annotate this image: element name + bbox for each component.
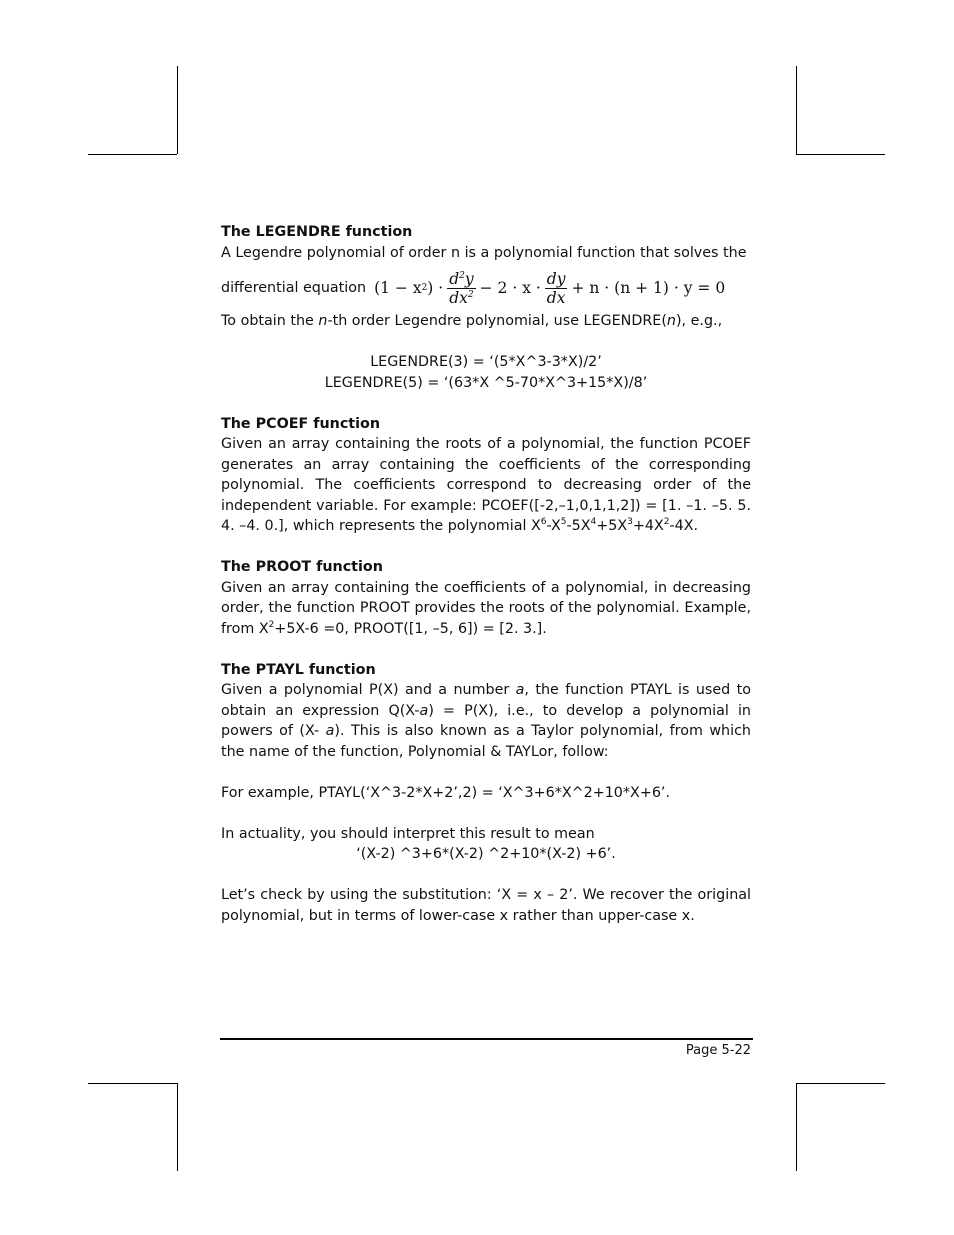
legendre-heading: The LEGENDRE function — [221, 224, 413, 240]
crop-mark — [796, 154, 885, 155]
proot-heading: The PROOT function — [221, 559, 383, 575]
pcoef-heading: The PCOEF function — [221, 415, 381, 432]
ptayl-substitution-note: Let’s check by using the substitution: ‘X = x – 2’. We recover the original polynomial, but in terms of lower-case x rather than upper-case x. — [221, 887, 751, 924]
legendre-intro: A Legendre polynomial of order n is a polynomial function that solves the — [221, 244, 747, 261]
differential-equation — [221, 265, 751, 311]
page-content — [221, 222, 751, 926]
proot-description: Given an array containing the coefficients of a polynomial, in decreasing order, the function PROOT provides the roots of the polynomial. Example, from $X^2+5X-6 =0$, PROOT([1, –5, 6]) = [2. 3.]. — [221, 579, 751, 637]
ptayl-example: For example, PTAYL(‘X^3-2*X+2’,2) = ‘X^3+6*X^2+10*X+6’. — [221, 784, 671, 801]
first-derivative-fraction: $\frac{dy}{dx}$ — [546, 269, 566, 307]
legendre-equation: (1 − x 2 ) · $\frac{d^2y}{dx^2}$ − 2 · x · $\frac{dy}{dx}$ + n · (n + 1) · y = 0 — [374, 269, 726, 307]
crop-mark — [88, 1083, 177, 1084]
crop-mark — [796, 1083, 797, 1171]
ptayl-heading: The PTAYL function — [221, 661, 376, 678]
ptayl-expression: ‘(X-2) ^3+6*(X-2) ^2+10*(X-2) +6’. — [356, 846, 616, 862]
crop-mark — [796, 1083, 885, 1084]
legendre-usage: To obtain the n-th order Legendre polynomial, use LEGENDRE(n), e.g., — [221, 313, 723, 329]
crop-mark — [796, 66, 797, 154]
page-number: Page 5-22 — [685, 1043, 751, 1058]
pcoef-description: Given an array containing the roots of a polynomial, the function PCOEF generates an array containing the coefficients of the corresponding polynomial. The coefficients correspond to decreasing order of the independent variable. For example: PCOEF([-2,–1,0,1,1,2]) = [1. –1. –5. 5. 4. –4. 0.], which represents the polynomial $X^6-X^5-5X^4+5X^3+4X^2-4X$. — [221, 436, 751, 534]
crop-mark — [177, 1083, 178, 1171]
legendre-example-2: LEGENDRE(5) = ‘(63*X ^5-70*X^3+15*X)/8’ — [324, 374, 648, 391]
crop-mark — [177, 66, 178, 154]
ptayl-interpretation: In actuality, you should interpret this result to mean — [221, 825, 595, 842]
ptayl-description: Given a polynomial P(X) and a number a, the function PTAYL is used to obtain an expression Q(X-a) = P(X), i.e., to develop a polynomial in powers of (X- a). This is also known as a Taylor polynomial, from which the name of the function, Polynomial & TAYLor, follow: — [221, 682, 751, 760]
footer-rule — [220, 1038, 753, 1040]
equation-label: differential equation — [221, 279, 367, 296]
second-derivative-fraction: $\frac{d^2y}{dx^2}$ — [449, 269, 474, 307]
crop-mark — [88, 154, 177, 155]
legendre-example-1: LEGENDRE(3) = ‘(5*X^3-3*X)/2’ — [370, 354, 602, 370]
